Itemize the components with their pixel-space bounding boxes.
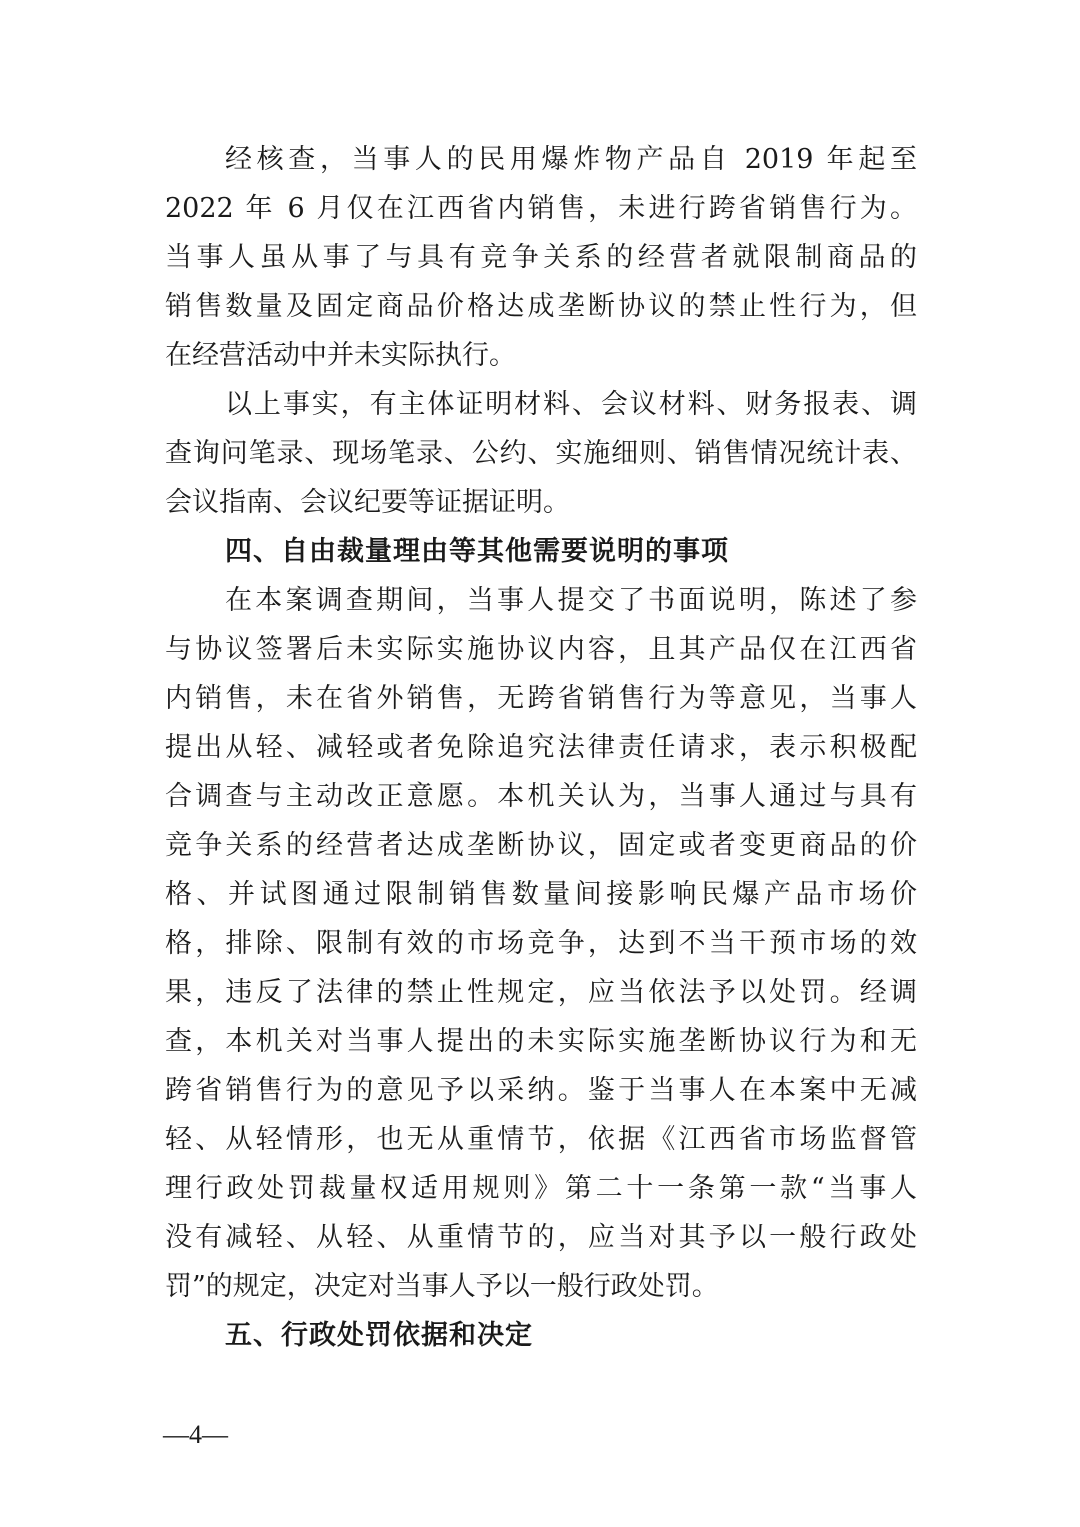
text-line: 合调查与主动改正意愿。本机关认为，当事人通过与具有: [165, 781, 917, 812]
text-line: 理行政处罚裁量权适用规则》第二十一条第一款“当事人: [165, 1173, 917, 1204]
section-heading-5: 五、行政处罚依据和决定: [225, 1320, 533, 1351]
text-line: 以上事实，有主体证明材料、会议材料、财务报表、调: [225, 389, 917, 420]
text-line: 格、并试图通过限制销售数量间接影响民爆产品市场价: [165, 879, 917, 910]
text-line: 查，本机关对当事人提出的未实际实施垄断协议行为和无: [165, 1026, 917, 1057]
text-line: 格，排除、限制有效的市场竞争，达到不当干预市场的效: [165, 928, 917, 959]
text-line: 2022 年 6 月仅在江西省内销售，未进行跨省销售行为。: [165, 193, 917, 224]
text-line: 在经营活动中并未实际执行。: [165, 340, 516, 371]
text-line: 经核查，当事人的民用爆炸物产品自 2019 年起至: [225, 144, 917, 175]
text-line: 果，违反了法律的禁止性规定，应当依法予以处罚。经调: [165, 977, 917, 1008]
text-line: 轻、从轻情形，也无从重情节，依据《江西省市场监督管: [165, 1124, 917, 1155]
text-line: 会议指南、会议纪要等证据证明。: [165, 487, 570, 518]
page-number: —4—: [163, 1420, 228, 1449]
text-line: 罚”的规定，决定对当事人予以一般行政处罚。: [165, 1271, 719, 1302]
text-line: 在本案调查期间，当事人提交了书面说明，陈述了参: [225, 585, 917, 616]
section-heading-4: 四、自由裁量理由等其他需要说明的事项: [225, 536, 729, 567]
text-line: 竞争关系的经营者达成垄断协议，固定或者变更商品的价: [165, 830, 917, 861]
text-line: 当事人虽从事了与具有竞争关系的经营者就限制商品的: [165, 242, 917, 273]
text-line: 内销售，未在省外销售，无跨省销售行为等意见，当事人: [165, 683, 917, 714]
text-line: 查询问笔录、现场笔录、公约、实施细则、销售情况统计表、: [165, 438, 917, 469]
text-line: 没有减轻、从轻、从重情节的，应当对其予以一般行政处: [165, 1222, 917, 1253]
text-line: 与协议签署后未实际实施协议内容，且其产品仅在江西省: [165, 634, 917, 665]
text-line: 销售数量及固定商品价格达成垄断协议的禁止性行为，但: [165, 291, 917, 322]
text-line: 提出从轻、减轻或者免除追究法律责任请求，表示积极配: [165, 732, 917, 763]
text-line: 跨省销售行为的意见予以采纳。鉴于当事人在本案中无减: [165, 1075, 917, 1106]
